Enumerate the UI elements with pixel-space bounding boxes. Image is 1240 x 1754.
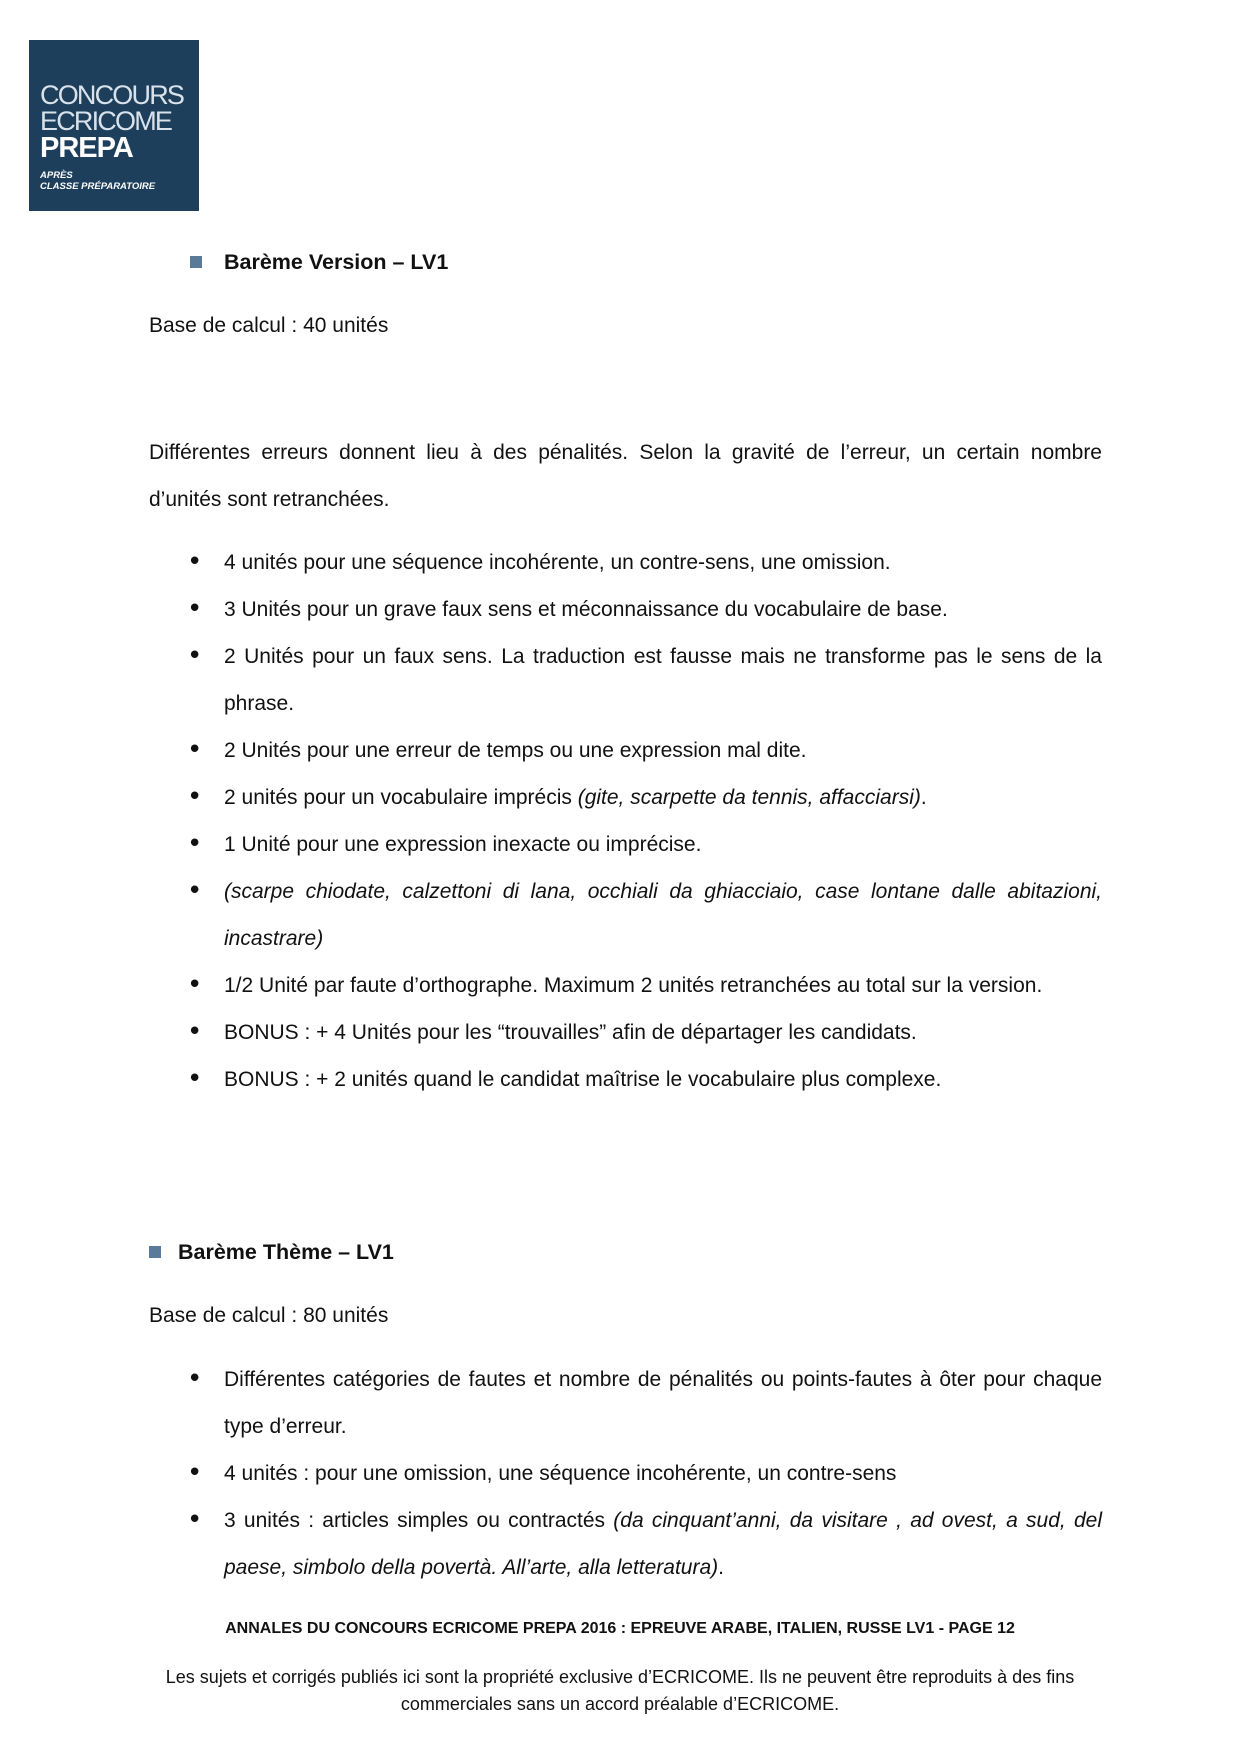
list-item-text: BONUS : + 2 unités quand le candidat maîtrise le vocabulaire plus complexe. (224, 1068, 942, 1091)
list-item (149, 1056, 1102, 1103)
section-bullet-square-icon (190, 256, 202, 268)
list-item-examples: (scarpe chiodate, calzettoni di lana, occhiali da ghiacciaio, case lontane dalle abitazioni, incastrare) (224, 880, 1102, 950)
list-item-text: 2 unités pour un vocabulaire imprécis (224, 786, 578, 809)
section-heading-version: Barème Version – LV1 (224, 250, 449, 274)
base-calcul-theme: Base de calcul : 80 unités (149, 1304, 389, 1327)
section-bullet-square-icon (149, 1246, 161, 1258)
version-penalty-list (149, 539, 1102, 1103)
logo-line-concours: CONCOURS (40, 80, 184, 110)
list-item (149, 962, 1102, 1009)
list-item-text: 2 Unités pour un faux sens. La traduction est fausse mais ne transforme pas le sens de la phrase. (224, 645, 1102, 715)
list-item-text: 4 unités pour une séquence incohérente, un contre-sens, une omission. (224, 551, 891, 574)
list-item-examples: (gite, scarpette da tennis, affacciarsi) (577, 786, 921, 809)
logo-line-classe: CLASSE PRÉPARATOIRE (40, 181, 156, 192)
list-item (149, 1356, 1102, 1450)
list-item (149, 727, 1102, 774)
list-item (149, 774, 1102, 821)
list-item (149, 1450, 1102, 1497)
list-item (149, 633, 1102, 727)
list-item (149, 1497, 1102, 1591)
intro-paragraph: Différentes erreurs donnent lieu à des pénalités. Selon la gravité de l’erreur, un certain nombre d’unités sont retranchées. (149, 441, 1102, 511)
list-item-text: 4 unités : pour une omission, une séquence incohérente, un contre-sens (224, 1462, 897, 1485)
list-item-punctuation: . (920, 786, 927, 809)
logo-line-apres: APRÈS (40, 170, 73, 181)
list-item-punctuation: . (718, 1556, 724, 1579)
list-item (149, 868, 1102, 962)
list-item-text: BONUS : + 4 Unités pour les “trouvailles” afin de départager les candidats. (224, 1021, 917, 1044)
list-item-text: 1/2 Unité par faute d’orthographe. Maximum 2 unités retranchées au total sur la version. (224, 974, 1043, 997)
list-item (149, 539, 1102, 586)
logo-line-prepa: PREPA (40, 132, 133, 164)
theme-penalty-list (149, 1356, 1102, 1591)
list-item-text: 3 Unités pour un grave faux sens et méconnaissance du vocabulaire de base. (224, 598, 948, 621)
list-item-text: 1 Unité pour une expression inexacte ou imprécise. (224, 833, 702, 856)
base-calcul-version: Base de calcul : 40 unités (149, 314, 389, 337)
list-item (149, 586, 1102, 633)
list-item (149, 821, 1102, 868)
section-heading-theme: Barème Thème – LV1 (178, 1240, 394, 1264)
list-item-text: 2 Unités pour une erreur de temps ou une expression mal dite. (224, 739, 807, 762)
list-item (149, 1009, 1102, 1056)
list-item-text: 3 unités : articles simples ou contractés (224, 1509, 614, 1532)
footer-legal-notice: Les sujets et corrigés publiés ici sont la propriété exclusive d’ECRICOME. Ils ne peuvent être reproduits à des fins commerciales sans un accord préalable d’ECRICOME. (165, 1667, 1075, 1714)
list-item-text: Différentes catégories de fautes et nombre de pénalités ou points-fautes à ôter pour chaque type d’erreur. (224, 1368, 1102, 1438)
footer-title: ANNALES DU CONCOURS ECRICOME PREPA 2016 : EPREUVE ARABE, ITALIEN, RUSSE LV1 - PAGE 12 (225, 1620, 1015, 1637)
ecricome-logo (29, 40, 199, 211)
logo-line-ecricome: ECRICOME (40, 106, 172, 136)
list-item-examples: (da cinquant’anni, da visitare , ad ovest, a sud, del paese, simbolo della povertà. All’arte, alla letteratura) (224, 1509, 1102, 1579)
